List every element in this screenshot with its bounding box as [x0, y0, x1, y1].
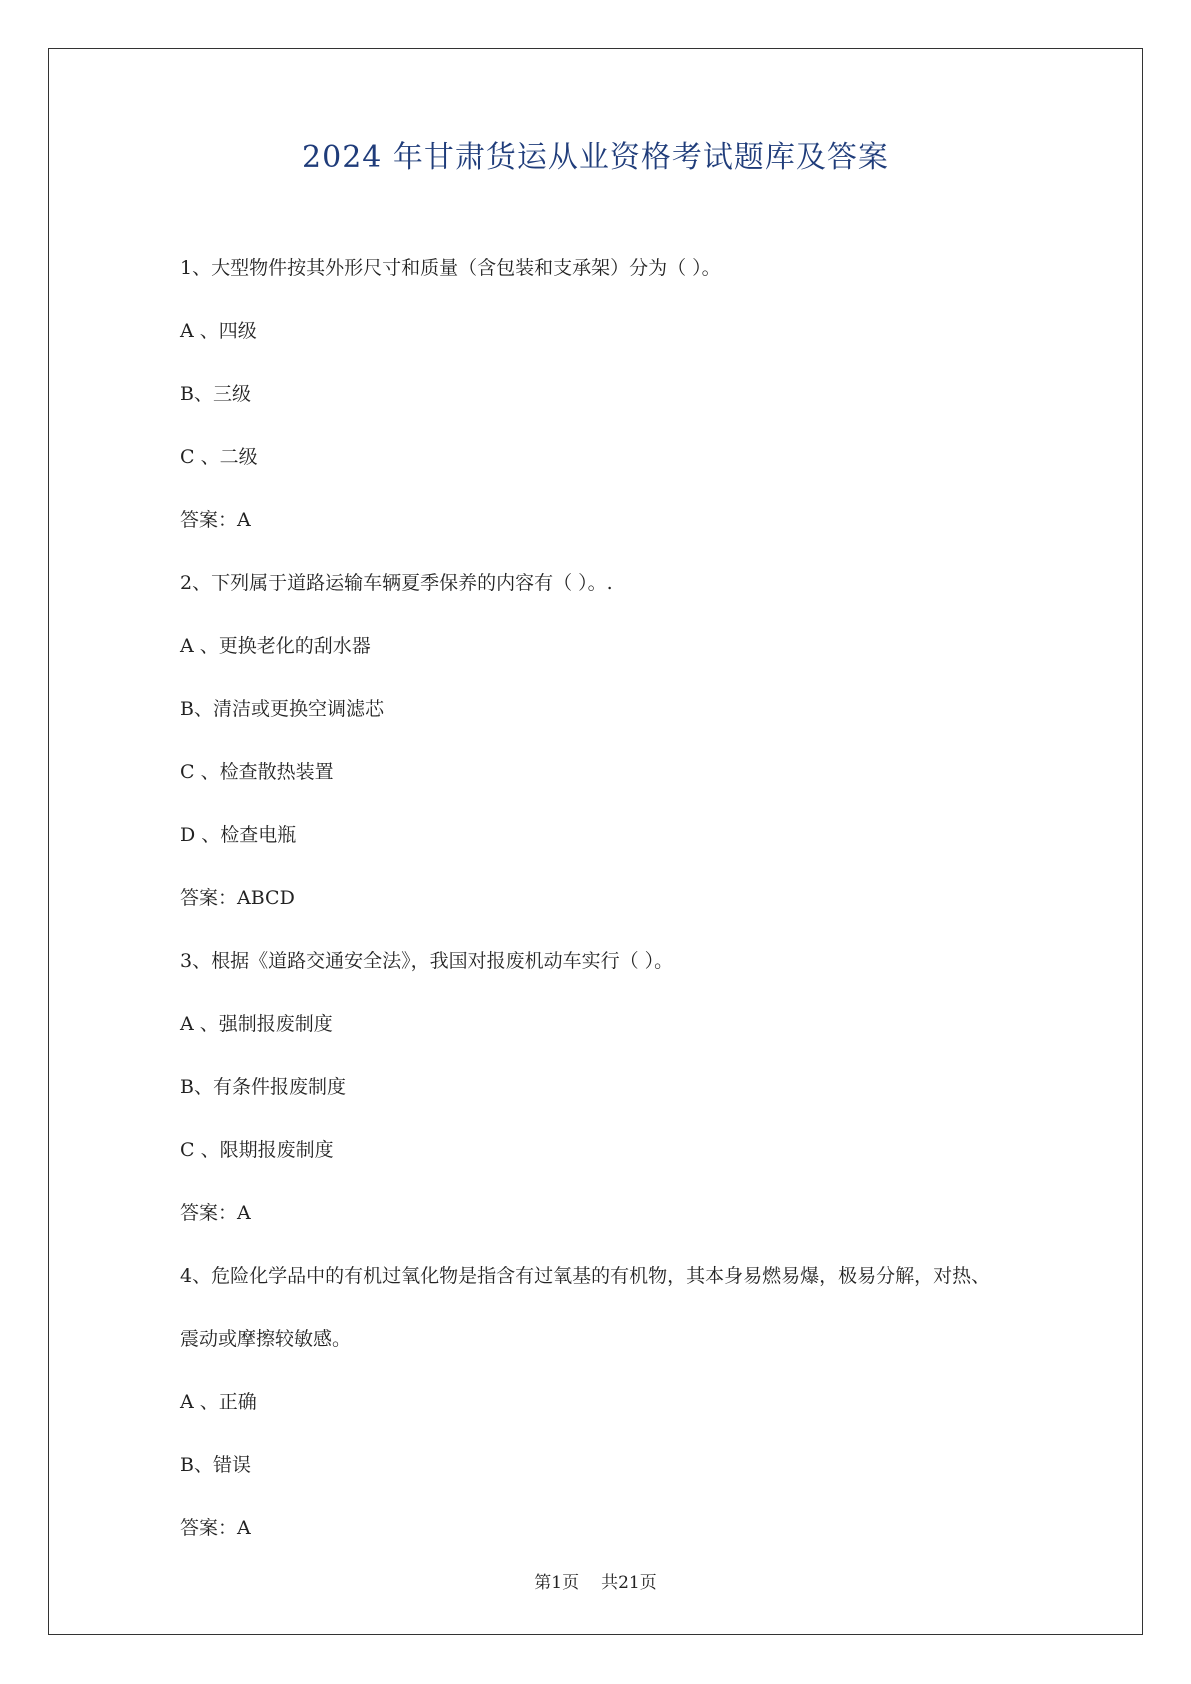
- question-1-answer: 答案：A: [180, 509, 251, 531]
- question-1-option-a: A 、四级: [180, 320, 257, 342]
- question-2-answer: 答案：ABCD: [180, 887, 295, 909]
- page-total: 共21页: [601, 1573, 657, 1593]
- question-3-option-a: A 、强制报废制度: [180, 1013, 333, 1035]
- question-3-stem: 3、根据《道路交通安全法》，我国对报废机动车实行（ ）。: [180, 950, 674, 972]
- question-2-stem: 2、下列属于道路运输车辆夏季保养的内容有（ ）。.: [180, 572, 613, 594]
- question-2-option-d: D 、检查电瓶: [180, 824, 297, 846]
- question-1-stem: 1、大型物件按其外形尺寸和质量（含包装和支承架）分为（ ）。: [180, 257, 721, 279]
- question-2-option-c: C 、检查散热装置: [180, 761, 334, 783]
- question-4-option-a: A 、正确: [180, 1391, 257, 1413]
- question-4-answer: 答案：A: [180, 1517, 251, 1539]
- page-footer: [0, 1571, 1191, 1595]
- question-3-option-c: C 、限期报废制度: [180, 1139, 334, 1161]
- question-2-option-a: A 、更换老化的刮水器: [180, 635, 371, 657]
- question-4-stem-line-1: 4、危险化学品中的有机过氧化物是指含有过氧基的有机物，其本身易燃易爆，极易分解，对热、: [180, 1265, 991, 1287]
- document-title: 2024 年甘肃货运从业资格考试题库及答案: [302, 140, 889, 175]
- question-4-stem-line-2: 震动或摩擦较敏感。: [180, 1328, 352, 1350]
- page-number: 第1页: [534, 1573, 580, 1593]
- question-4-option-b: B、错误: [180, 1454, 251, 1476]
- question-2-option-b: B、清洁或更换空调滤芯: [180, 698, 384, 720]
- question-1-option-c: C 、二级: [180, 446, 258, 468]
- question-1-option-b: B、三级: [180, 383, 251, 405]
- question-3-option-b: B、有条件报废制度: [180, 1076, 346, 1098]
- question-3-answer: 答案：A: [180, 1202, 251, 1224]
